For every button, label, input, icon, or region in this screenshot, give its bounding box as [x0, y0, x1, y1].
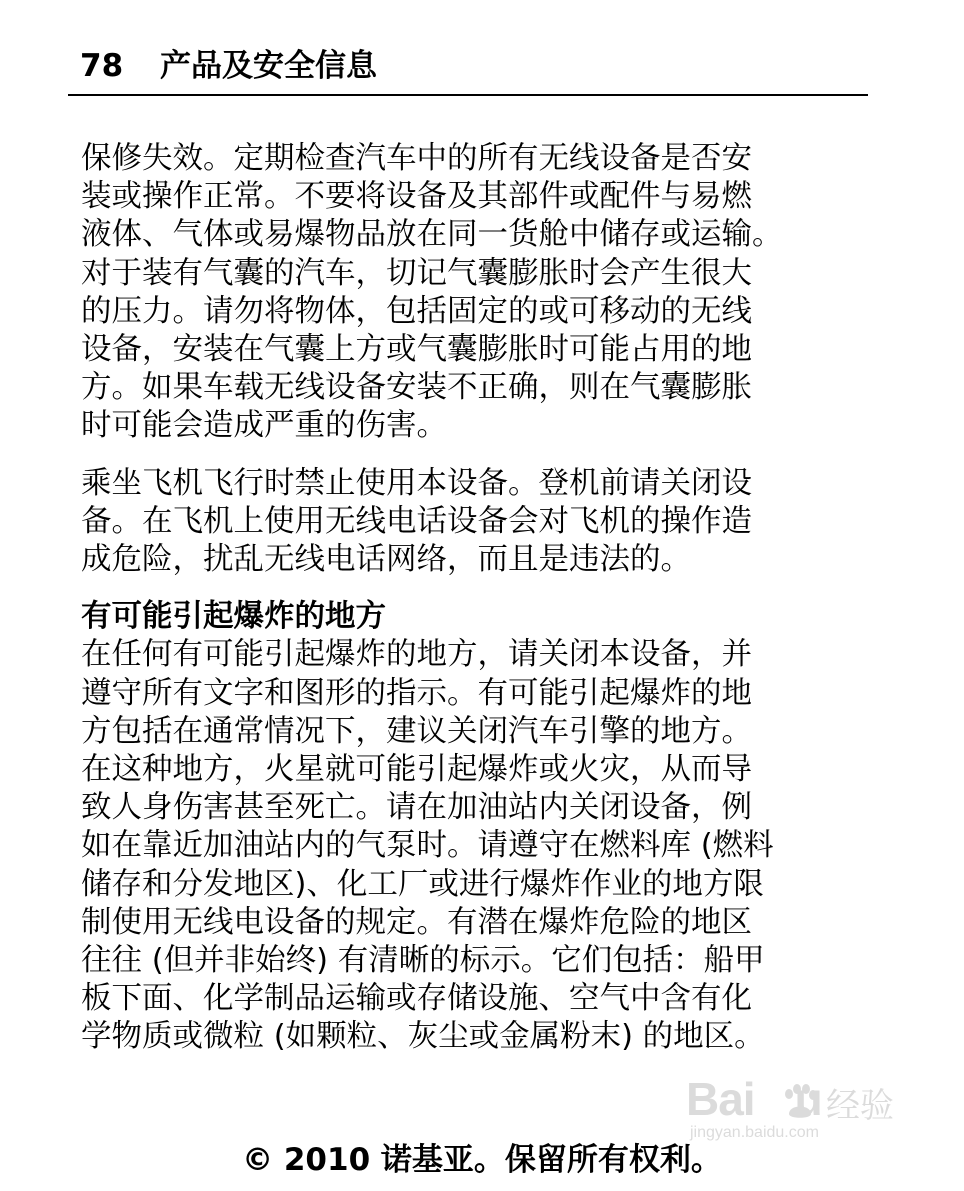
text-line: 遵守所有文字和图形的指示。有可能引起爆炸的地 — [81, 675, 752, 711]
page-number: 78 — [80, 48, 124, 84]
watermark-logo-text: Bai u — [686, 1073, 822, 1125]
text-line: 的压力。请勿将物体，包括固定的或可移动的无线 — [81, 293, 752, 329]
text-line: 备。在飞机上使用无线电话设备会对飞机的操作造 — [81, 503, 752, 539]
paragraph-aircraft — [81, 465, 881, 580]
text-line: 保修失效。定期检查汽车中的所有无线设备是否安 — [81, 141, 752, 176]
paragraph-vehicles — [81, 140, 881, 446]
text-line: 对于装有气囊的汽车，切记气囊膨胀时会产生很大 — [81, 255, 752, 291]
text-line: 方。如果车载无线设备安装不正确，则在气囊膨胀 — [81, 370, 752, 406]
section-heading-explosive: 有可能引起爆炸的地方 — [81, 599, 386, 635]
text-line: 在任何有可能引起爆炸的地方，请关闭本设备，并 — [81, 637, 752, 673]
page-header — [68, 46, 868, 96]
page-title: 产品及安全信息 — [160, 48, 377, 84]
text-line: 如在靠近加油站内的气泵时。请遵守在燃料库 (燃料 — [81, 828, 774, 864]
baidu-paw-icon — [781, 1084, 819, 1120]
text-line: 致人身伤害甚至死亡。请在加油站内关闭设备，例 — [81, 790, 752, 826]
text-line: 时可能会造成严重的伤害。 — [81, 408, 447, 444]
text-line: 往往 (但并非始终) 有清晰的标示。它们包括：船甲 — [81, 943, 765, 979]
text-line: 方包括在通常情况下，建议关闭汽车引擎的地方。 — [81, 713, 752, 749]
text-line: 储存和分发地区)、化工厂或进行爆炸作业的地方限 — [81, 866, 764, 902]
text-line: 乘坐飞机飞行时禁止使用本设备。登机前请关闭设 — [81, 465, 752, 501]
text-line: 制使用无线电设备的规定。有潜在爆炸危险的地区 — [81, 904, 752, 940]
text-line: 板下面、化学制品运输或存储设施、空气中含有化 — [81, 981, 752, 1017]
watermark-cn-text: 经验 — [826, 1086, 894, 1126]
text-line: 学物质或微粒 (如颗粒、灰尘或金属粉末) 的地区。 — [81, 1019, 765, 1055]
text-line: 在这种地方，火星就可能引起爆炸或火灾，从而导 — [81, 752, 752, 788]
text-line: 装或操作正常。不要将设备及其部件或配件与易燃 — [81, 179, 752, 215]
text-line: 设备，安装在气囊上方或气囊膨胀时可能占用的地 — [81, 332, 752, 368]
text-line: 成危险，扰乱无线电话网络，而且是违法的。 — [81, 542, 691, 578]
page-content — [81, 140, 881, 1057]
paragraph-explosive — [81, 636, 881, 1056]
copyright-footer: © 2010 诺基亚。保留所有权利。 — [242, 1142, 722, 1178]
watermark-url: jingyan.baidu.com — [690, 1124, 819, 1141]
text-line: 液体、气体或易爆物品放在同一货舱中储存或运输。 — [81, 217, 783, 253]
